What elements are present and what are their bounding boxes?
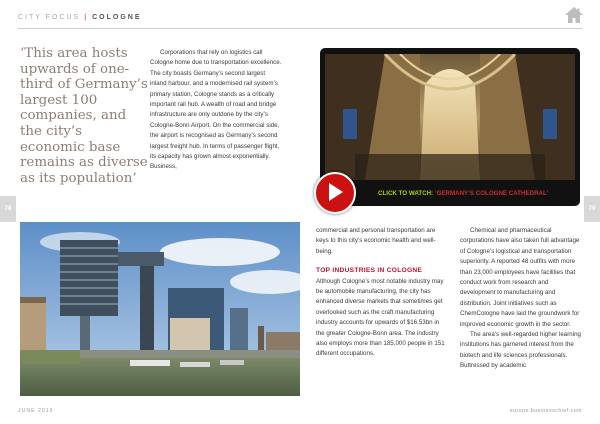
- paragraph: The area’s well-regarded higher learning institutions has garnered interest from the biotech and life sciences professionals. Buttressed by academic: [460, 331, 581, 370]
- page-number-left: 78: [0, 196, 16, 222]
- cologne-harbour-image: [20, 222, 300, 396]
- home-icon[interactable]: [564, 6, 584, 24]
- body-column-1: [150, 48, 282, 173]
- footer-date: JUNE 2019: [18, 408, 54, 414]
- pull-quote: ‘This area hosts upwards of one-third of Germany’s largest 100 companies, and the city’s economic base remains as diverse as its population’: [20, 46, 148, 186]
- body-column-2: [316, 226, 448, 360]
- running-header: [18, 14, 141, 21]
- header-separator: |: [84, 14, 89, 21]
- caption-title: ‘GERMANY’S COLOGNE CATHEDRAL’: [434, 190, 549, 197]
- play-icon: [329, 183, 343, 201]
- magazine-label: COLOGNE: [92, 14, 142, 21]
- paragraph: Chemical and pharmaceutical corporations have also taken full advantage of Cologne’s logistical and transportation superiority. A reported 48 outfits with more than 23,000 employees have facilities that conduct work from research and development to manufacturing and distribution. Joint initiatives such as ChemCologne have laid the groundwork for improved economic growth in the sector.: [460, 227, 580, 328]
- caption-prefix: CLICK TO WATCH:: [378, 190, 434, 197]
- header-divider: [18, 28, 582, 29]
- footer-url[interactable]: europe.businesschief.com: [509, 408, 582, 414]
- paragraph: Although Cologne’s most notable industry may be automobile manufacturing, the city has enhanced diverse markets that sometimes get overlooked such as the craft manufacturing industry accounts for upwards of $16.53bn in the greater Cologne-Bonn area. The industry also employs more than 185,000 people in 151 different occupations.: [316, 277, 445, 358]
- page-number-right: 79: [584, 196, 600, 222]
- cathedral-interior-image: [325, 54, 575, 180]
- video-caption[interactable]: [378, 190, 548, 197]
- paragraph: Corporations that rely on logistics call Cologne home due to transportation excellence. The city boasts Germany’s second largest inland harbour, and a modernised rail system’s primary station, Cologne stands as a critically important rail hub. A wealth of road and bridge infrastructure are only outdone by the city’s Cologne-Bonn Airport. On the commercial side, the airport is recognised as Germany’s second largest freight hub. In terms of passenger flight, its capacity has grown almost exponentially. Business,: [150, 49, 282, 171]
- section-label: CITY FOCUS: [18, 14, 81, 21]
- video-card[interactable]: [320, 48, 580, 206]
- paragraph: commercial and personal transportation are keys to this city’s economic health and well-being.: [316, 227, 436, 255]
- body-column-3: [460, 226, 584, 372]
- section-heading: TOP INDUSTRIES IN COLOGNE: [316, 267, 423, 275]
